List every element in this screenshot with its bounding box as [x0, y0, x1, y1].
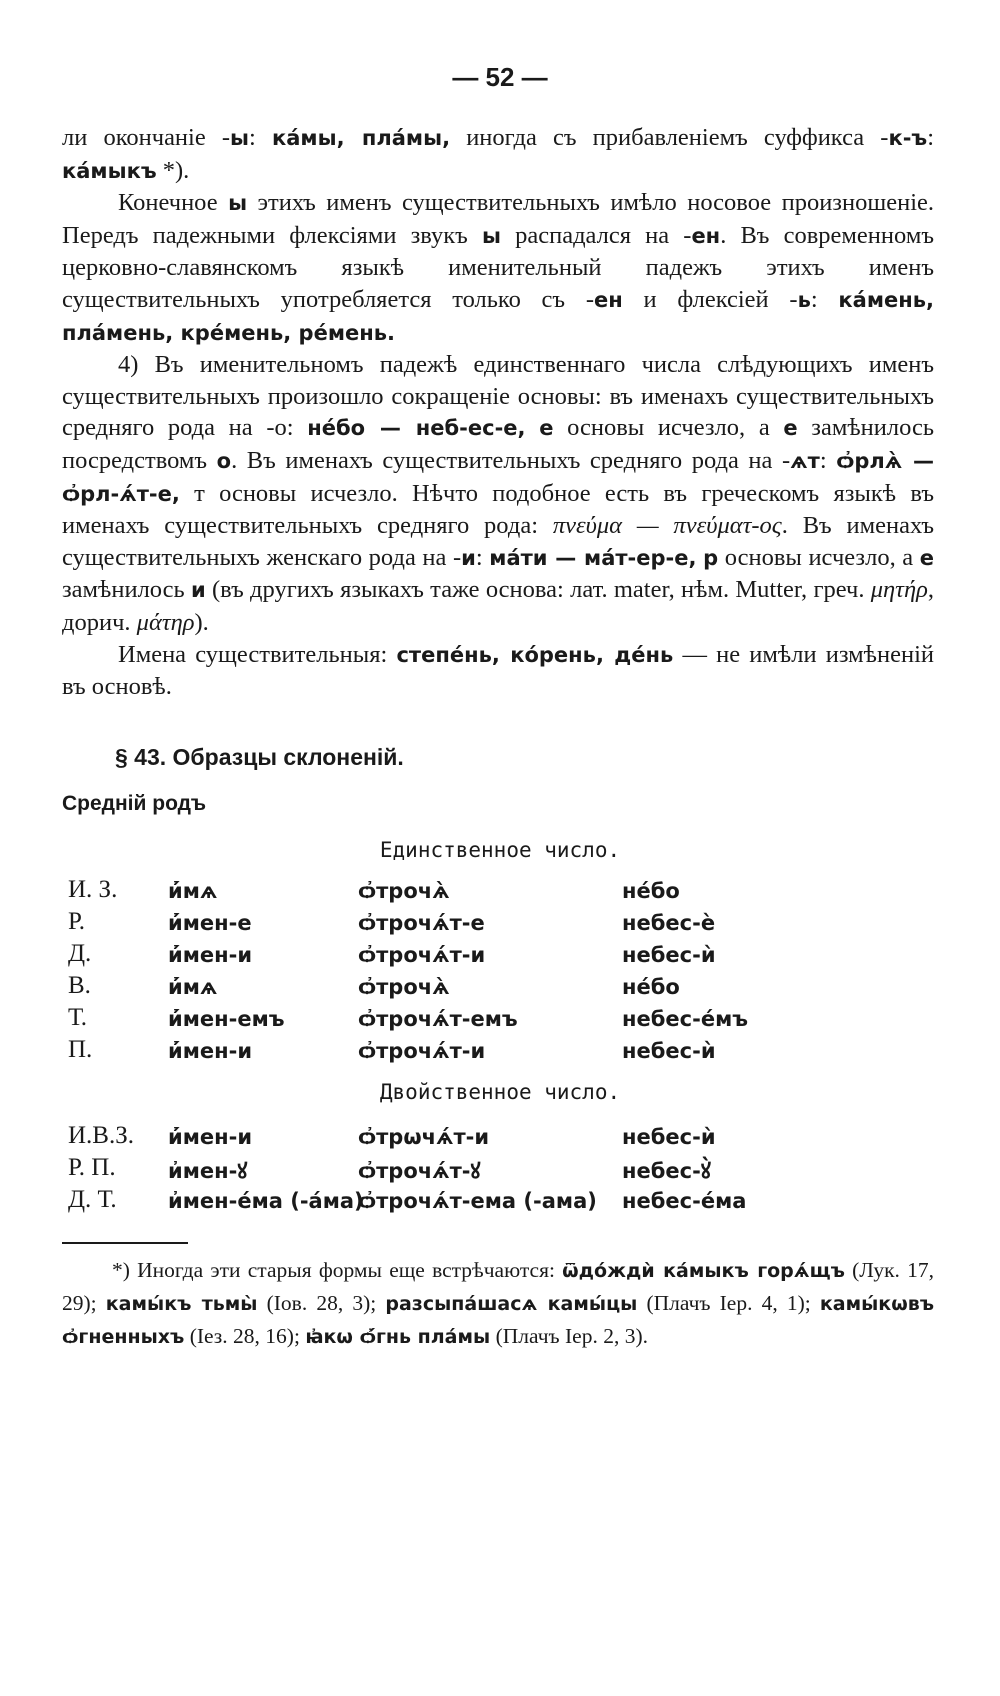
- noun-form: ѻ҆трочѧ́т-е: [358, 911, 485, 935]
- text-segment: ь: [797, 287, 811, 312]
- noun-form: небес-ѐ: [622, 911, 716, 935]
- declension-row: [0, 1036, 1000, 1068]
- case-label: Д. Т.: [68, 1186, 117, 1213]
- text-segment: к-ъ: [888, 126, 928, 150]
- text-segment: μητήρ: [870, 576, 928, 604]
- noun-form: небес-е́ма: [622, 1189, 747, 1213]
- section-title: § 43. Образцы склоненій.: [115, 744, 404, 770]
- text-segment: , дорич.: [62, 576, 934, 636]
- noun-form: ѻ҆трочѧ̀: [358, 975, 450, 999]
- text-segment: и: [461, 545, 476, 570]
- footnote-segment: (Лук. 17, 29);: [62, 1258, 934, 1315]
- noun-form: и҆́мен-и: [168, 1039, 253, 1063]
- text-segment: распадался на -: [500, 221, 692, 249]
- case-label: Т.: [68, 1004, 88, 1031]
- text-segment: иногда съ прибавленіемъ суффикса -: [450, 124, 889, 151]
- text-segment: Конечное: [118, 189, 229, 217]
- text-segment: :: [810, 285, 839, 313]
- noun-form: небес-ѝ: [622, 1039, 716, 1063]
- text-segment: (въ другихъ языкахъ таже основа: лат. mater, нѣм. Mutter, греч.: [205, 576, 871, 604]
- body-text: [62, 122, 934, 703]
- declension-row: [0, 1186, 1000, 1218]
- text-segment: πνεύμα — πνεύματ-ος: [552, 512, 782, 540]
- text-segment: е: [783, 416, 798, 441]
- text-segment: 4) Въ именительномъ падежѣ единственнаго числа слѣдующихъ именъ существительныхъ произошло сокращеніе основы: въ именахъ существительныхъ средняго рода на -о:: [62, 351, 934, 442]
- noun-form: небес-е́мъ: [622, 1007, 749, 1031]
- text-segment: ен: [691, 223, 721, 248]
- declension-row: [0, 972, 1000, 1004]
- text-segment: основы исчезло, а: [553, 414, 784, 442]
- text-segment: не́бо — неб-ес-е,: [307, 416, 526, 441]
- footnote-segment: камы́къ тьмы̀: [105, 1293, 258, 1315]
- text-segment: о: [216, 448, 232, 473]
- case-label: И.В.З.: [68, 1122, 135, 1149]
- noun-form: ѻ҆трѡчѧ́т-и: [358, 1125, 490, 1149]
- noun-form: небес-ѝ: [622, 1125, 716, 1149]
- paragraph: [62, 187, 934, 349]
- noun-form: и҆́мен-е: [168, 911, 252, 935]
- text-segment: ен: [594, 287, 623, 312]
- text-segment: т основы исчезло. Нѣчто подобное есть въ греческомъ языкѣ въ именахъ существительныхъ средняго рода:: [62, 479, 934, 540]
- text-segment: ы: [481, 223, 501, 248]
- declension-row: [0, 1154, 1000, 1186]
- noun-form: ѻ҆трочѧ̀: [358, 879, 450, 903]
- text-segment: основы исчезло, а: [718, 543, 920, 571]
- footnote-segment: (Плачъ Іер. 2, 3).: [490, 1324, 648, 1348]
- noun-form: и҆́мен-и: [168, 943, 253, 967]
- declension-row: [0, 1004, 1000, 1036]
- noun-form: ѻ҆трочѧ́т-и: [358, 943, 486, 967]
- noun-form: и҆́мѧ: [168, 879, 218, 903]
- noun-form: небес-ѝ: [622, 943, 716, 967]
- text-segment: *).: [156, 156, 190, 184]
- text-segment: :: [819, 446, 837, 474]
- paragraph: [62, 122, 934, 187]
- text-segment: ка́мы, пла́мы,: [271, 126, 451, 150]
- case-label: В.: [68, 972, 91, 999]
- paragraph: [62, 349, 934, 638]
- text-segment: . Въ именахъ существительныхъ женскаго рода на -: [62, 512, 934, 571]
- paragraph: [62, 639, 934, 703]
- footnote-segment: ѿдо́ждѝ ка́мыкъ горѧ́щъ: [562, 1260, 845, 1282]
- noun-form: не́бо: [622, 975, 680, 999]
- text-segment: :: [249, 124, 272, 151]
- text-segment: замѣнилось: [62, 576, 191, 604]
- text-segment: ли окончаніе -: [62, 124, 231, 151]
- text-segment: — не имѣли измѣненій въ основѣ.: [62, 640, 934, 701]
- footnote-segment: (Плачъ Іер. 4, 1);: [637, 1291, 820, 1315]
- page-number: — 52 —: [452, 62, 548, 92]
- case-label: Д.: [68, 940, 92, 967]
- text-segment: этихъ именъ существительныхъ имѣло носовое произношеніе. Передъ падежными флексіями звукъ: [62, 189, 934, 249]
- text-segment: ма́ти — ма́т-ер-е,: [489, 545, 697, 570]
- text-segment: ѧт: [790, 448, 820, 473]
- text-segment: и флексіей -: [622, 285, 798, 313]
- noun-form: ѻ҆трочѧ́т-ꙋ: [358, 1159, 481, 1183]
- text-segment: ).: [194, 608, 209, 636]
- noun-form: и҆́мен-емъ: [168, 1007, 285, 1031]
- case-label: Р. П.: [68, 1154, 116, 1181]
- declension-row: [0, 908, 1000, 940]
- text-segment: и: [191, 578, 206, 603]
- text-segment: ы: [230, 126, 250, 150]
- singular-heading: Единственное число.: [379, 838, 621, 862]
- case-label: П.: [68, 1036, 93, 1063]
- declension-row: [0, 876, 1000, 908]
- noun-form: ѻ҆трочѧ́т-емъ: [358, 1007, 518, 1031]
- text-segment: ѻ҆рлѧ̀ — ѻ҆рл-ѧ́т-е,: [62, 448, 934, 506]
- text-segment: е: [919, 545, 935, 570]
- text-segment: [526, 414, 540, 441]
- text-segment: . Въ современномъ церковно-славянскомъ языкѣ именительный падежъ этихъ именъ существительныхъ употребляется только съ -: [62, 221, 934, 313]
- dual-heading: Двойственное число.: [379, 1080, 621, 1104]
- text-segment: степе́нь, ко́рень, де́нь: [396, 642, 674, 667]
- noun-form: и҆́мен-и: [168, 1125, 253, 1149]
- case-label: И. З.: [68, 876, 118, 903]
- footnote-segment: ꙗ҆кѡ ѻ҆́гнь пла́мы: [305, 1326, 491, 1348]
- text-segment: е: [539, 416, 554, 441]
- footnote: [62, 1254, 934, 1353]
- footnote-segment: разсыпа́шасѧ камы́цы: [385, 1293, 638, 1315]
- text-segment: Имена существительныя:: [118, 640, 397, 668]
- noun-form: и҆мен-ꙋ: [168, 1159, 248, 1183]
- text-segment: замѣнилось посредствомъ: [62, 414, 935, 474]
- footnote-divider: [62, 1242, 188, 1244]
- noun-form: ѻ҆трочѧ́т-ема (-ама): [358, 1189, 597, 1213]
- text-segment: :: [927, 124, 935, 151]
- declension-row: [0, 940, 1000, 972]
- footnote-segment: (Іез. 28, 16);: [184, 1324, 306, 1348]
- noun-form: и҆́мѧ: [168, 975, 218, 999]
- subsection-title: Средній родъ: [62, 792, 207, 815]
- text-segment: р: [703, 545, 719, 570]
- footnote-segment: (Іов. 28, 3);: [257, 1291, 386, 1315]
- text-segment: ы: [228, 191, 248, 216]
- noun-form: не́бо: [622, 879, 680, 903]
- noun-form: ѻ҆трочѧ́т-и: [358, 1039, 486, 1063]
- noun-form: и҆мен-е́ма (-а́ма): [168, 1189, 364, 1213]
- footnote-segment: камы́кѡвъ ѻ҆гненныхъ: [62, 1293, 935, 1348]
- footnote-segment: *) Иногда эти старыя формы еще встрѣчаются:: [112, 1258, 563, 1282]
- text-segment: :: [475, 543, 490, 571]
- text-segment: ка́мыкъ: [62, 158, 157, 183]
- text-segment: ка́мень, пла́мень, кре́мень, ре́мень.: [62, 287, 934, 345]
- case-label: Р.: [68, 908, 86, 935]
- text-segment: . Въ именахъ существительныхъ средняго рода на -: [231, 446, 791, 474]
- text-segment: μάτηρ: [136, 608, 195, 636]
- declension-row: [0, 1122, 1000, 1154]
- noun-form: небес-ꙋ̀: [622, 1159, 711, 1183]
